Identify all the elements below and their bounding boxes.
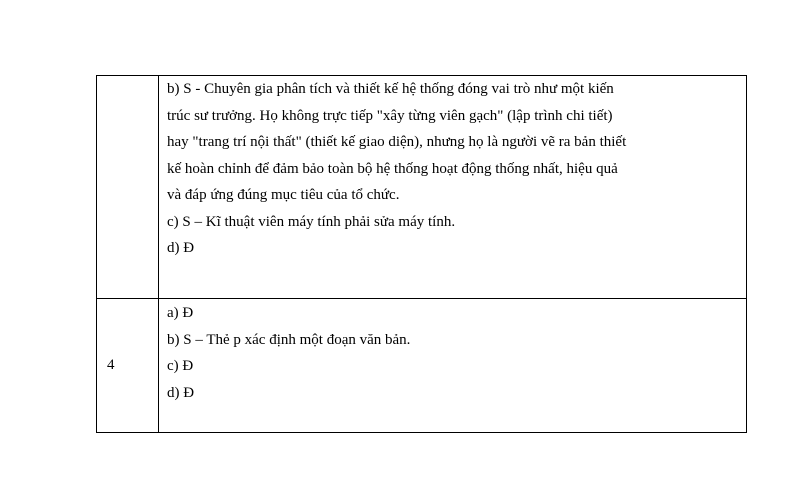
answer-line: a) Đ xyxy=(167,305,194,321)
answer-cell xyxy=(159,76,747,299)
answer-line: c) S – Kĩ thuật viên máy tính phải sửa máy tính. xyxy=(167,213,456,230)
question-number-cell: 4 xyxy=(97,299,159,433)
answer-cell xyxy=(159,299,747,433)
answer-line: d) Đ xyxy=(167,240,195,256)
answer-line: b) S - Chuyên gia phân tích và thiết kế hệ thống đóng vai trò như một kiến xyxy=(167,81,614,97)
answer-line: và đáp ứng đúng mục tiêu của tổ chức. xyxy=(167,187,400,203)
question-number-cell xyxy=(97,76,159,299)
answer-line: hay "trang trí nội thất" (thiết kế giao diện), nhưng họ là người vẽ ra bản thiết xyxy=(167,134,627,150)
answer-line: c) Đ xyxy=(167,358,194,374)
answer-line: kế hoàn chỉnh để đảm bảo toàn bộ hệ thống hoạt động thống nhất, hiệu quả xyxy=(167,160,618,177)
answer-line: trúc sư trưởng. Họ không trực tiếp "xây từng viên gạch" (lập trình chi tiết) xyxy=(167,107,613,124)
answer-line: b) S – Thẻ p xác định một đoạn văn bản. xyxy=(167,331,411,348)
table-row xyxy=(97,76,747,299)
table-row xyxy=(97,299,747,433)
answer-table xyxy=(96,75,747,433)
answer-line: d) Đ xyxy=(167,384,195,401)
